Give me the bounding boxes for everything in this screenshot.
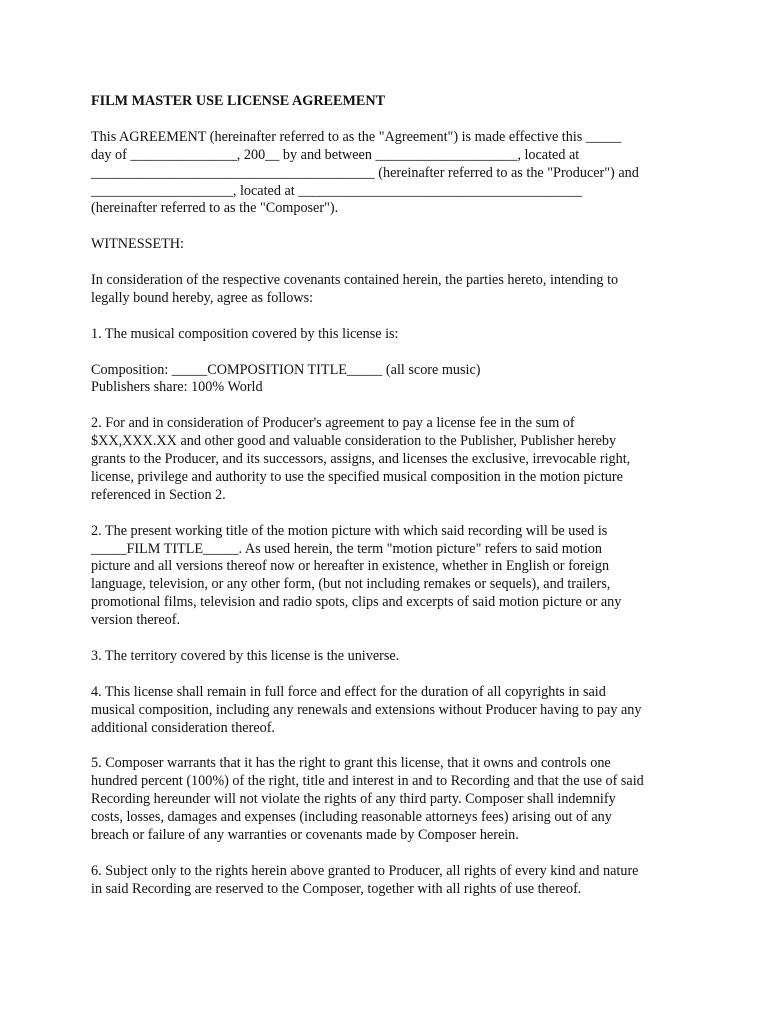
- paragraph-line: language, television, or any other form, (but not including remakes or sequels), and trailers,: [91, 576, 611, 593]
- paragraph-line: day of _______________, 200__ by and between ____________________, located at: [91, 146, 580, 163]
- paragraph: [91, 272, 691, 308]
- paragraph-line: license, privilege and authority to use the specified musical composition in the motion picture: [91, 468, 623, 485]
- paragraph-line: ____________________, located at ________________________________________: [91, 182, 583, 199]
- paragraph-line: breach or failure of any warranties or covenants made by Composer herein.: [91, 827, 519, 843]
- paragraph-line: Publishers share: 100% World: [91, 379, 263, 396]
- paragraph-line: hundred percent (100%) of the right, title and interest in and to Recording and that the use of said: [91, 773, 644, 790]
- paragraph-line: picture and all versions thereof now or hereafter in existence, whether in English or foreign: [91, 558, 610, 575]
- paragraph-line: 5. Composer warrants that it has the right to grant this license, that it owns and controls one: [91, 755, 611, 772]
- paragraph-line: additional consideration thereof.: [91, 719, 275, 736]
- paragraph-line: This AGREEMENT (hereinafter referred to as the "Agreement") is made effective this _____: [91, 128, 622, 145]
- paragraph: [91, 755, 691, 845]
- paragraph-line: WITNESSETH:: [91, 236, 184, 253]
- paragraph: [91, 326, 691, 344]
- paragraph-line: costs, losses, damages and expenses (including reasonable attorneys fees) arising out of any: [91, 809, 612, 826]
- paragraph: [91, 523, 691, 630]
- paragraph-list: [91, 129, 691, 899]
- paragraph-line: $XX,XXX.XX and other good and valuable consideration to the Publisher, Publisher hereby: [91, 433, 617, 450]
- paragraph-line: ________________________________________ (hereinafter referred to as the "Producer") and: [91, 164, 639, 181]
- paragraph-line: 4. This license shall remain in full force and effect for the duration of all copyrights in said: [91, 683, 606, 700]
- paragraph: [91, 648, 691, 666]
- paragraph-line: (hereinafter referred to as the "Composer").: [91, 200, 339, 217]
- paragraph-line: 3. The territory covered by this license is the universe.: [91, 647, 400, 664]
- paragraph-line: 6. Subject only to the rights herein above granted to Producer, all rights of every kind and nature: [91, 862, 639, 879]
- paragraph-line: legally bound hereby, agree as follows:: [91, 289, 314, 306]
- paragraph: [91, 684, 691, 738]
- paragraph-line: 2. The present working title of the motion picture with which said recording will be used is: [91, 522, 608, 539]
- paragraph-line: grants to the Producer, and its successors, assigns, and licenses the exclusive, irrevocable right,: [91, 451, 631, 468]
- document-body: [91, 93, 691, 917]
- paragraph: [91, 236, 691, 254]
- paragraph-line: version thereof.: [91, 612, 181, 629]
- paragraph-line: In consideration of the respective covenants contained herein, the parties hereto, intending to: [91, 272, 619, 289]
- paragraph-line: promotional films, television and radio spots, clips and excerpts of said motion picture or any: [91, 594, 622, 611]
- paragraph-line: in said Recording are reserved to the Composer, together with all rights of use thereof.: [91, 880, 582, 897]
- document-title: FILM MASTER USE LICENSE AGREEMENT: [91, 93, 386, 109]
- paragraph: [91, 863, 691, 899]
- paragraph-line: 2. For and in consideration of Producer's agreement to pay a license fee in the sum of: [91, 415, 575, 432]
- paragraph: [91, 362, 691, 398]
- paragraph-line: Recording hereunder will not violate the rights of any third party. Composer shall indemnify: [91, 791, 616, 808]
- paragraph-line: 1. The musical composition covered by this license is:: [91, 325, 399, 342]
- paragraph-line: musical composition, including any renewals and extensions without Producer having to pay any: [91, 701, 642, 718]
- paragraph-line: referenced in Section 2.: [91, 486, 226, 503]
- paragraph-line: Composition: _____COMPOSITION TITLE_____ (all score music): [91, 361, 481, 378]
- paragraph-line: _____FILM TITLE_____. As used herein, the term "motion picture" refers to said motion: [91, 540, 602, 557]
- paragraph: [91, 129, 691, 219]
- paragraph: [91, 415, 691, 505]
